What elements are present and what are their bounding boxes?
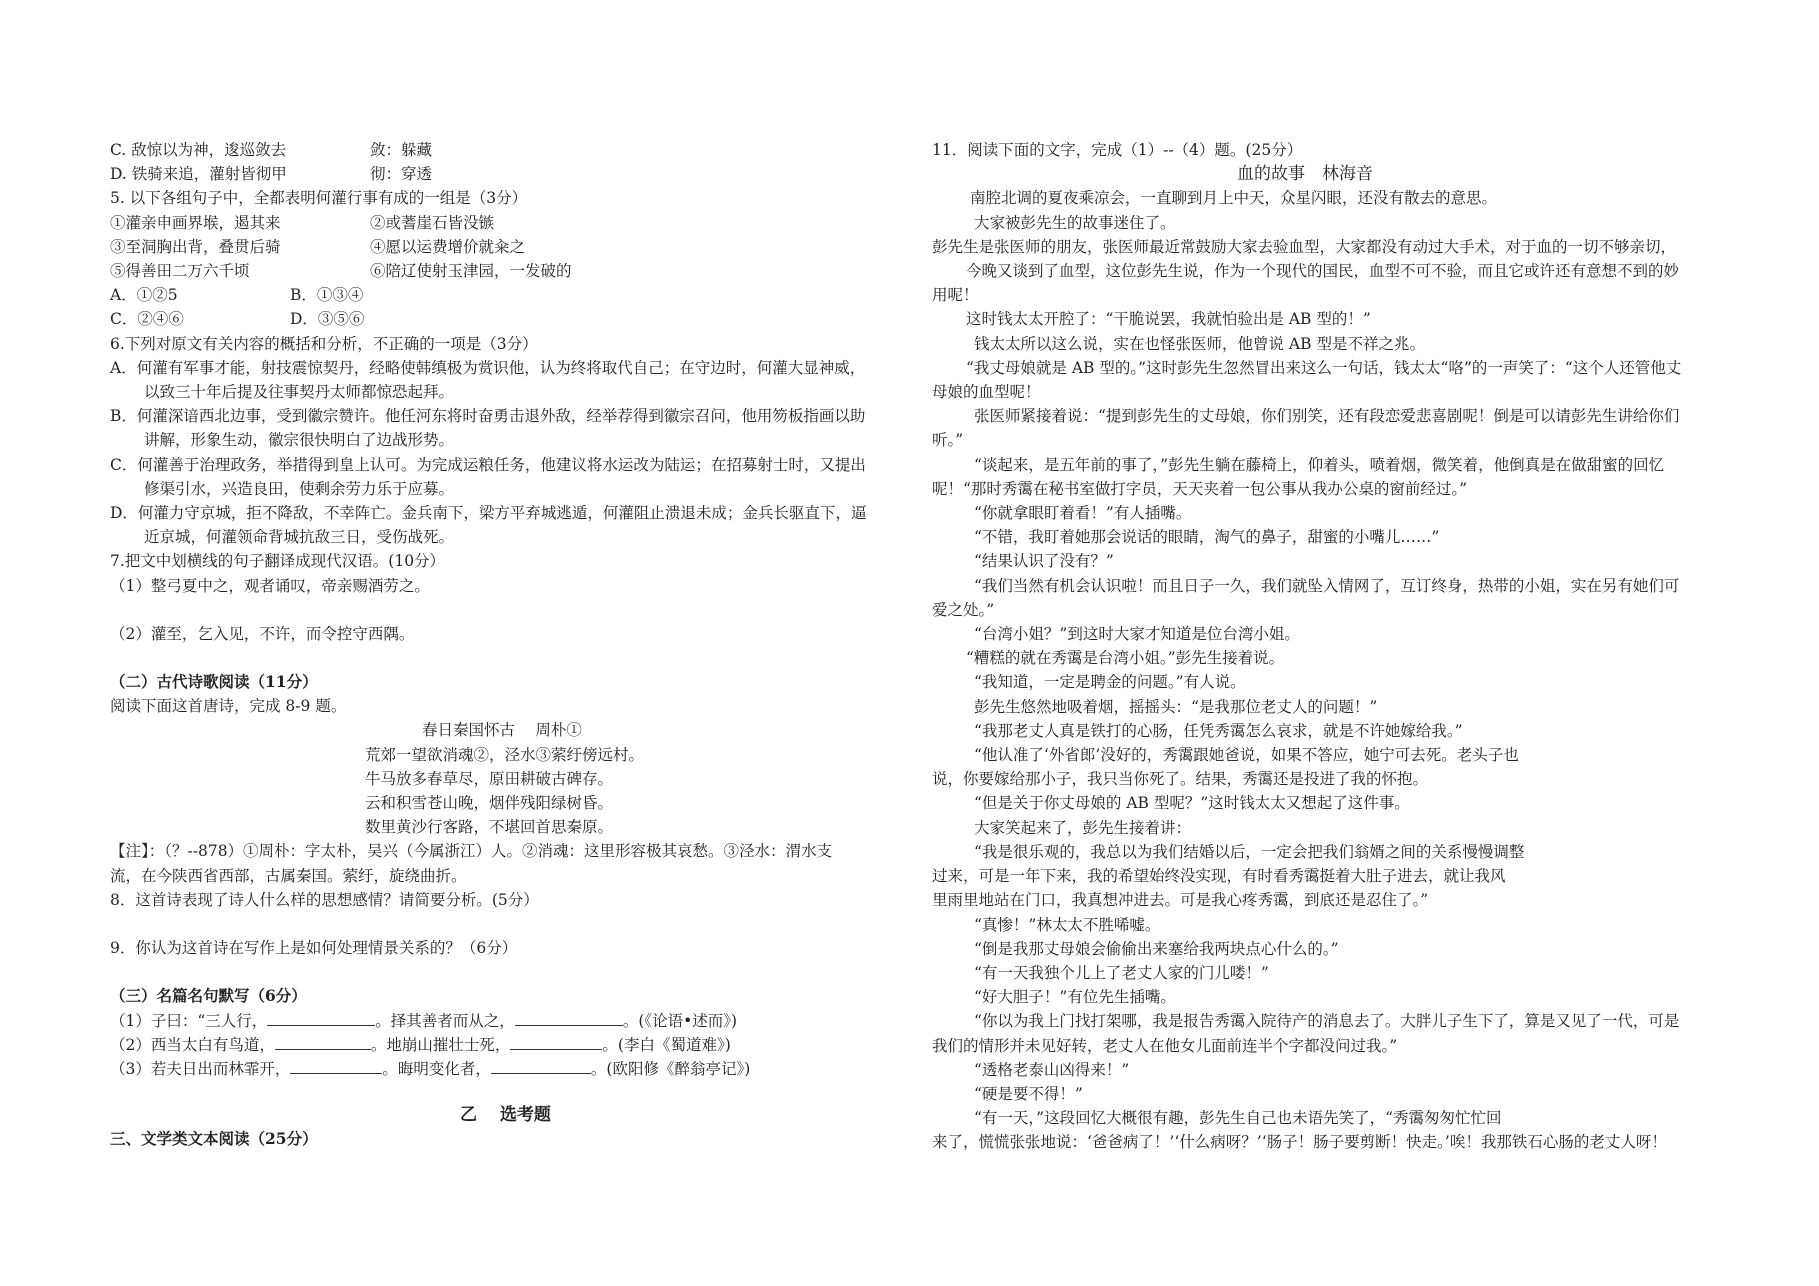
story-line: 来了，慌慌张张地说：‘爸爸病了！’‘什么病呀？’‘肠子！肠子要剪断！快走。’唉！我那铁石心肠的老丈人呀！	[932, 1133, 1667, 1152]
q6-option-d-cont: 近京城，何灌领命背城抗敌三日，受伤战死。	[144, 528, 455, 547]
q5-pair: ①灌亲申画界堠，遏其来 ②或蓍崖石皆没镞	[110, 213, 495, 232]
story-line: “我知道，一定是聘金的问题。”有人说。	[974, 673, 1246, 692]
story-line: 张医师紧接着说：“提到彭先生的丈母娘，你们别笑，还有段恋爱悲喜剧呢！倒是可以请彭先生讲给你们	[974, 407, 1680, 426]
story-line: “我那老丈人真是铁打的心肠，任凭秀霭怎么哀求，就是不许她嫁给我。”	[974, 721, 1463, 740]
fill-blank-1: （1）子曰：“三人行， 。择其善者而从之， 。(《论语•述而》)	[110, 1011, 738, 1030]
part-b-title: 乙 选考题	[460, 1105, 551, 1126]
poem-line: 云和积雪苍山晚，烟伴残阳绿树昏。	[365, 794, 614, 813]
poem-line: 数里黄沙行客路，不堪回首思秦原。	[365, 818, 614, 837]
question-7-1: （1）整弓夏中之，观者诵叹，帝亲赐酒劳之。	[110, 576, 430, 595]
section-recitation-title: （三）名篇名句默写（6分）	[110, 986, 307, 1006]
answer-blank[interactable]	[275, 1035, 371, 1050]
story-line: “他认准了‘外省郎’没好的，秀霭跟她爸说，如果不答应，她宁可去死。老头子也	[974, 746, 1519, 765]
section-poetry-title: （二）古代诗歌阅读（11分）	[110, 672, 318, 692]
story-line: 大家笑起来了，彭先生接着讲：	[974, 818, 1192, 837]
poem-note: 【注】：（？--878）①周朴：字太朴，吴兴（今属浙江）人。②消魂：这里形容极其哀愁。③泾水：渭水支	[110, 842, 833, 861]
poem-line: 荒郊一望欲消魂②，泾水③萦纡傍远村。	[365, 745, 645, 764]
story-line: 彭先生是张医师的朋友，张医师最近常鼓励大家去验血型，大家都没有动过大手术，对于血的一切不够亲切，	[932, 237, 1677, 256]
story-line: 用呢！	[932, 286, 979, 305]
story-line: “台湾小姐？”到这时大家才知道是位台湾小姐。	[974, 625, 1300, 644]
story-line: “谈起来，是五年前的事了，”彭先生躺在藤椅上，仰着头，喷着烟，微笑着，他倒真是在做甜蜜的回忆	[974, 455, 1665, 474]
question-6: 6.下列对原文有关内容的概括和分析，不正确的一项是（3分）	[110, 334, 538, 353]
text-line: D. 铁骑来追，灌射皆彻甲 彻：穿透	[110, 165, 433, 184]
q6-option-b: B．何灌深谙西北边事，受到徽宗赞许。他任河东将时奋勇击退外敌，经举荐得到徽宗召问，他用笏板指画以助	[110, 407, 866, 426]
question-7: 7.把文中划横线的句子翻译成现代汉语。(10分）	[110, 552, 446, 571]
story-line: 我们的情形并未见好转，老丈人在他女儿面前连半个字都没问过我。”	[932, 1036, 1398, 1055]
story-body	[932, 186, 1732, 1154]
story-line: “倒是我那丈母娘会偷偷出来塞给我两块点心什么的。”	[974, 939, 1339, 958]
story-line: “你就拿眼盯着看！”有人插嘴。	[974, 504, 1192, 523]
text-line: C. 敌惊以为神，逡巡敛去 敛：躲藏	[110, 141, 433, 159]
story-line: “有一天我独个儿上了老丈人家的门儿喽！”	[974, 963, 1269, 982]
q5-options: A．①②5 B．①③④	[110, 286, 364, 305]
story-line: 钱太太所以这么说，实在也怪张医师，他曾说 AB 型是不祥之兆。	[974, 334, 1425, 353]
q5-pair: ⑤得善田二万六千顷 ⑥陪辽使射玉津园，一发破的	[110, 262, 572, 281]
story-line: “有一天，”这段回忆大概很有趣，彭先生自己也未语先笑了，“秀霭匆匆忙忙回	[974, 1109, 1502, 1128]
fill-blank-2: （2）西当太白有鸟道， 。地崩山摧壮士死， 。(李白《蜀道难》)	[110, 1035, 731, 1054]
fill-blank-3: （3）若夫日出而林霏开， 。晦明变化者， 。(欧阳修《醉翁亭记》)	[110, 1059, 751, 1078]
story-line: 过来，可是一年下来，我的希望始终没实现，有时看秀霭挺着大肚子进去，就让我风	[932, 867, 1506, 886]
story-line: “透格老泰山凶得来！”	[974, 1060, 1130, 1079]
answer-blank[interactable]	[515, 1011, 623, 1026]
story-line: 今晚又谈到了血型，这位彭先生说，作为一个现代的国民，血型不可不验，而且它或许还有意想不到的妙	[966, 262, 1680, 281]
q6-option-a: A．何灌有军事才能，射技震惊契丹，经略使韩缜极为赏识他，认为终将取代自己；在守边时，何灌大显神威，	[110, 358, 866, 377]
story-line: 母娘的血型呢！	[932, 383, 1041, 402]
poetry-intro: 阅读下面这首唐诗，完成 8-9 题。	[110, 697, 347, 716]
story-line: “不错，我盯着她那会说话的眼睛，淘气的鼻子，甜蜜的小嘴儿……”	[974, 528, 1440, 547]
answer-blank[interactable]	[491, 1059, 591, 1074]
story-line: 彭先生悠然地吸着烟，摇摇头：“是我那位老丈人的问题！”	[974, 697, 1378, 716]
poem-note-cont: 流，在今陕西省西部，古属秦国。萦纡，旋绕曲折。	[110, 866, 467, 885]
story-line: 听。”	[932, 431, 964, 450]
question-5: 5. 以下各组句子中，全都表明何灌行事有成的一组是（3分）	[110, 189, 528, 208]
poem-line: 牛马放多春草尽，原田耕破古碑存。	[365, 769, 614, 788]
story-line: “好大胆子！”有位先生插嘴。	[974, 988, 1176, 1007]
story-line: “我丈母娘就是 AB 型的。”这时彭先生忽然冒出来这么一句话，钱太太“咯”的一声笑了：“这个人还管他丈	[966, 358, 1682, 377]
answer-blank[interactable]	[510, 1035, 602, 1050]
story-line: 呢！“那时秀霭在秘书室做打字员，天天夹着一包公事从我办公桌的窗前经过。”	[932, 479, 1468, 498]
story-line: 这时钱太太开腔了：“干脆说罢，我就怕验出是 AB 型的！”	[966, 310, 1371, 329]
story-line: “你以为我上门找打架哪，我是报告秀霭入院待产的消息去了。大胖儿子生下了，算是又见了一代，可是	[974, 1012, 1680, 1031]
q6-option-c-cont: 修渠引水，兴造良田，使剩余劳力乐于应募。	[144, 479, 455, 498]
section-literature-title: 三、文学类文本阅读（25分）	[110, 1129, 318, 1149]
story-line: 说，你要嫁给那小子，我只当你死了。结果，秀霭还是投进了我的怀抱。	[932, 770, 1429, 789]
story-line: “但是关于你丈母娘的 AB 型呢？”这时钱太太又想起了这件事。	[974, 794, 1410, 813]
story-line: 南腔北调的夏夜乘凉会，一直聊到月上中天，众星闪眼，还没有散去的意思。	[970, 189, 1498, 208]
answer-blank[interactable]	[290, 1059, 382, 1074]
story-line: “硬是要不得！”	[974, 1084, 1083, 1103]
story-line: “真惨！”林太太不胜唏嘘。	[974, 915, 1161, 934]
q6-option-d: D．何灌力守京城，拒不降敌，不幸阵亡。金兵南下，梁方平弃城逃遁，何灌阻止溃退未成；金兵长驱直下，逼	[110, 504, 867, 523]
question-7-2: （2）灌至，乞入见，不许，而令控守西隅。	[110, 624, 415, 643]
q5-pair: ③至洞胸出背，叠贯后骑 ④愿以运费增价就籴之	[110, 237, 526, 256]
q6-option-a-cont: 以致三十年后提及往事契丹太师都惊恐起拜。	[144, 383, 455, 402]
question-11: 11．阅读下面的文字，完成（1）--（4）题。(25分）	[932, 141, 1303, 159]
right-column	[932, 138, 1732, 1155]
question-8: 8．这首诗表现了诗人什么样的思想感情？请简要分析。(5分）	[110, 890, 539, 909]
question-9: 9．你认为这首诗在写作上是如何处理情景关系的？（6分）	[110, 939, 518, 958]
story-line: “糟糕的就在秀霭是台湾小姐。”彭先生接着说。	[966, 649, 1285, 668]
story-line: 爱之处。”	[932, 600, 995, 619]
q5-options: C．②④⑥ D．③⑤⑥	[110, 310, 365, 329]
q6-option-c: C．何灌善于治理政务，举措得到皇上认可。为完成运粮任务，他建议将水运改为陆运；在招募射士时，又提出	[110, 455, 866, 474]
story-title: 血的故事 林海音	[1237, 164, 1373, 185]
story-line: “结果认识了没有？”	[974, 552, 1114, 571]
left-column	[110, 138, 910, 1152]
poem-title: 春日秦国怀古 周朴①	[422, 721, 582, 740]
story-line: “我是很乐观的，我总以为我们结婚以后，一定会把我们翁婿之间的关系慢慢调整	[974, 842, 1525, 861]
story-line: “我们当然有机会认识啦！而且日子一久，我们就坠入情网了，互订终身，热带的小姐，实在另有她们可	[974, 576, 1680, 595]
answer-blank[interactable]	[267, 1011, 375, 1026]
q6-option-b-cont: 讲解，形象生动，徽宗很快明白了边战形势。	[144, 431, 455, 450]
story-line: 里雨里地站在门口，我真想冲进去。可是我心疼秀霭，到底还是忍住了。”	[932, 891, 1429, 910]
story-line: 大家被彭先生的故事迷住了。	[974, 213, 1176, 232]
